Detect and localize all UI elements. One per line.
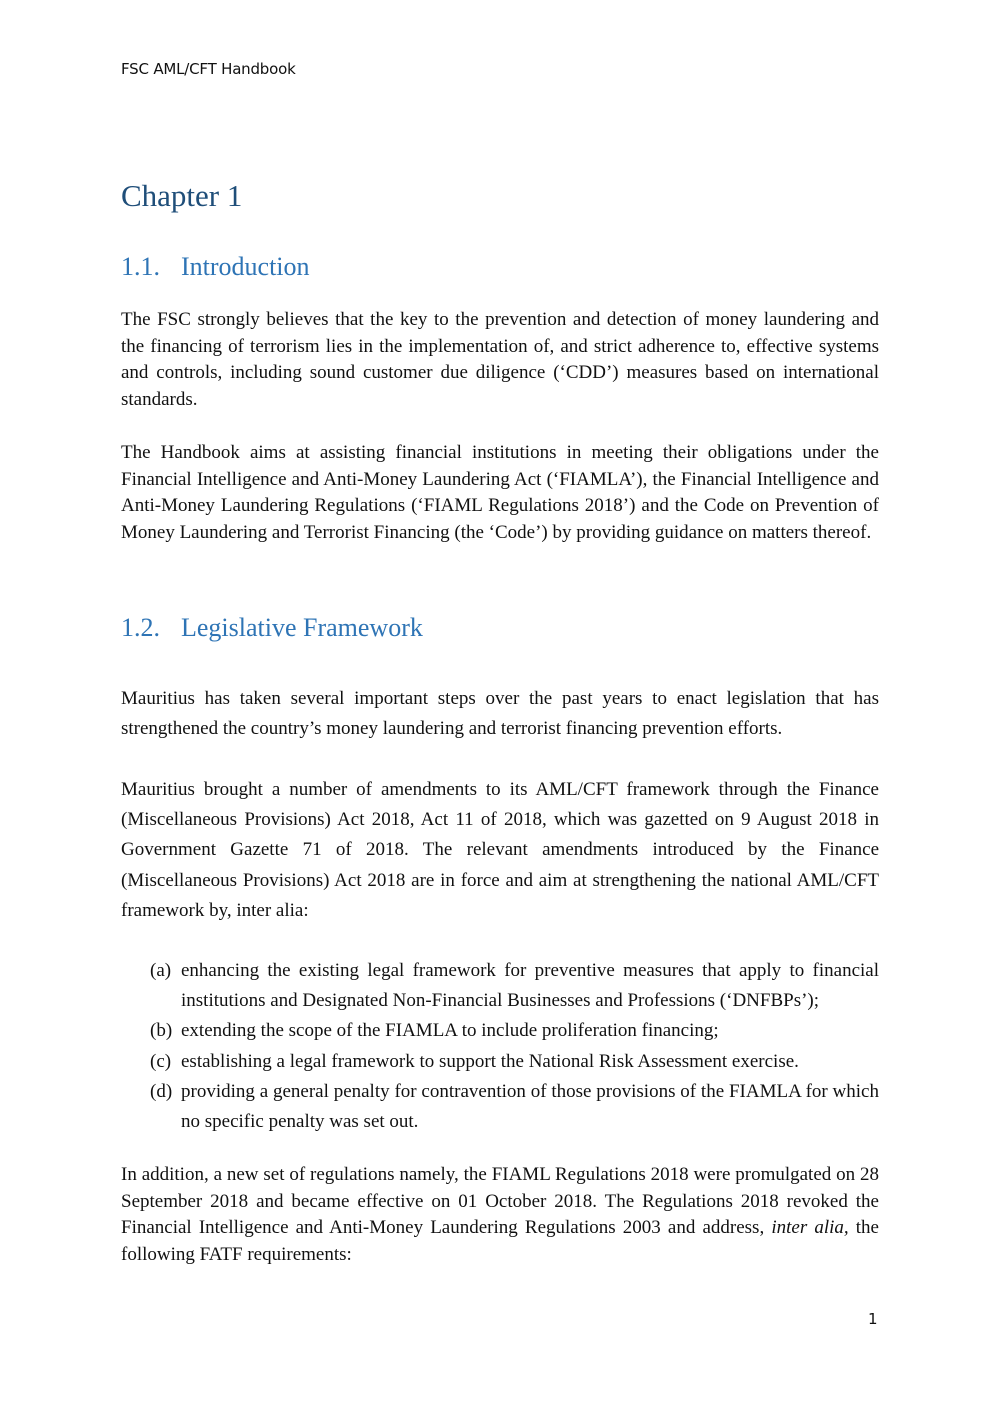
intro-paragraph-2: The Handbook aims at assisting financial institutions in meeting their obligations under the Financial Intelligence and Anti-Money Laundering Act (‘FIAMLA’), the Financial Intelligence and Anti-Money Laundering Regulations (‘FIAML Regulations 2018’) and the Code on Prevention of Money Laundering and Terrorist Financing (the ‘Code’) by providing guidance on matters thereof. <box>121 442 879 543</box>
list-item-text: providing a general penalty for contravention of those provisions of the FIAMLA for which no specific penalty was set out. <box>181 1080 879 1133</box>
list-item <box>150 1047 879 1077</box>
list-item <box>150 1016 879 1046</box>
closing-text-end: the following FATF requirements: <box>121 1217 879 1265</box>
section-title: Introduction <box>181 252 310 281</box>
list-item-text: extending the scope of the FIAMLA to include proliferation financing; <box>181 1020 719 1042</box>
chapter-title: Chapter 1 <box>121 178 243 213</box>
section-heading-legislative-framework <box>121 613 423 643</box>
running-header: FSC AML/CFT Handbook <box>121 60 296 78</box>
list-marker: (b) <box>150 1020 173 1042</box>
legislative-paragraph-1: Mauritius has taken several important steps over the past years to enact legislation that has strengthened the country’s money laundering and terrorist financing prevention efforts. <box>121 688 879 740</box>
legislative-paragraph-3 <box>121 1162 879 1268</box>
closing-text-start: In addition, a new set of regulations namely, the FIAML Regulations 2018 were promulgated on 28 September 2018 and became effective on 01 October 2018. The Regulations 2018 revoked the Financial Intelligence and Anti-Money Laundering Regulations 2003 and address, <box>121 1164 879 1238</box>
list-item-text: enhancing the existing legal framework for preventive measures that apply to financial institutions and Designated Non-Financial Businesses and Professions (‘DNFBPs’); <box>181 960 879 1012</box>
section-number: 1.2. <box>121 613 160 642</box>
section-title: Legislative Framework <box>181 613 423 642</box>
list-marker: (a) <box>150 960 172 981</box>
list-item <box>150 956 879 1016</box>
closing-italic: inter alia, <box>771 1217 849 1238</box>
list-item-text: establishing a legal framework to support the National Risk Assessment exercise. <box>181 1050 799 1072</box>
list-marker: (d) <box>150 1080 173 1102</box>
legislative-paragraph-2: Mauritius brought a number of amendments to its AML/CFT framework through the Finance (Miscellaneous Provisions) Act 2018, Act 11 of 2018, which was gazetted on 9 August 2018 in Government Gazette 71 of 2018. The relevant amendments introduced by the Finance (Miscellaneous Provisions) Act 2018 are in force and aim at strengthening the national AML/CFT framework by, inter alia: <box>121 779 879 921</box>
section-heading-introduction <box>121 252 310 282</box>
section-number: 1.1. <box>121 252 160 281</box>
amendments-list <box>150 956 879 1137</box>
list-item <box>150 1077 879 1137</box>
intro-paragraph-1: The FSC strongly believes that the key to the prevention and detection of money laundering and the financing of terrorism lies in the implementation of, and strict adherence to, effective systems and controls, including sound customer due diligence (‘CDD’) measures based on international standards. <box>121 309 879 410</box>
list-marker: (c) <box>150 1050 172 1072</box>
page-number: 1 <box>868 1310 878 1328</box>
